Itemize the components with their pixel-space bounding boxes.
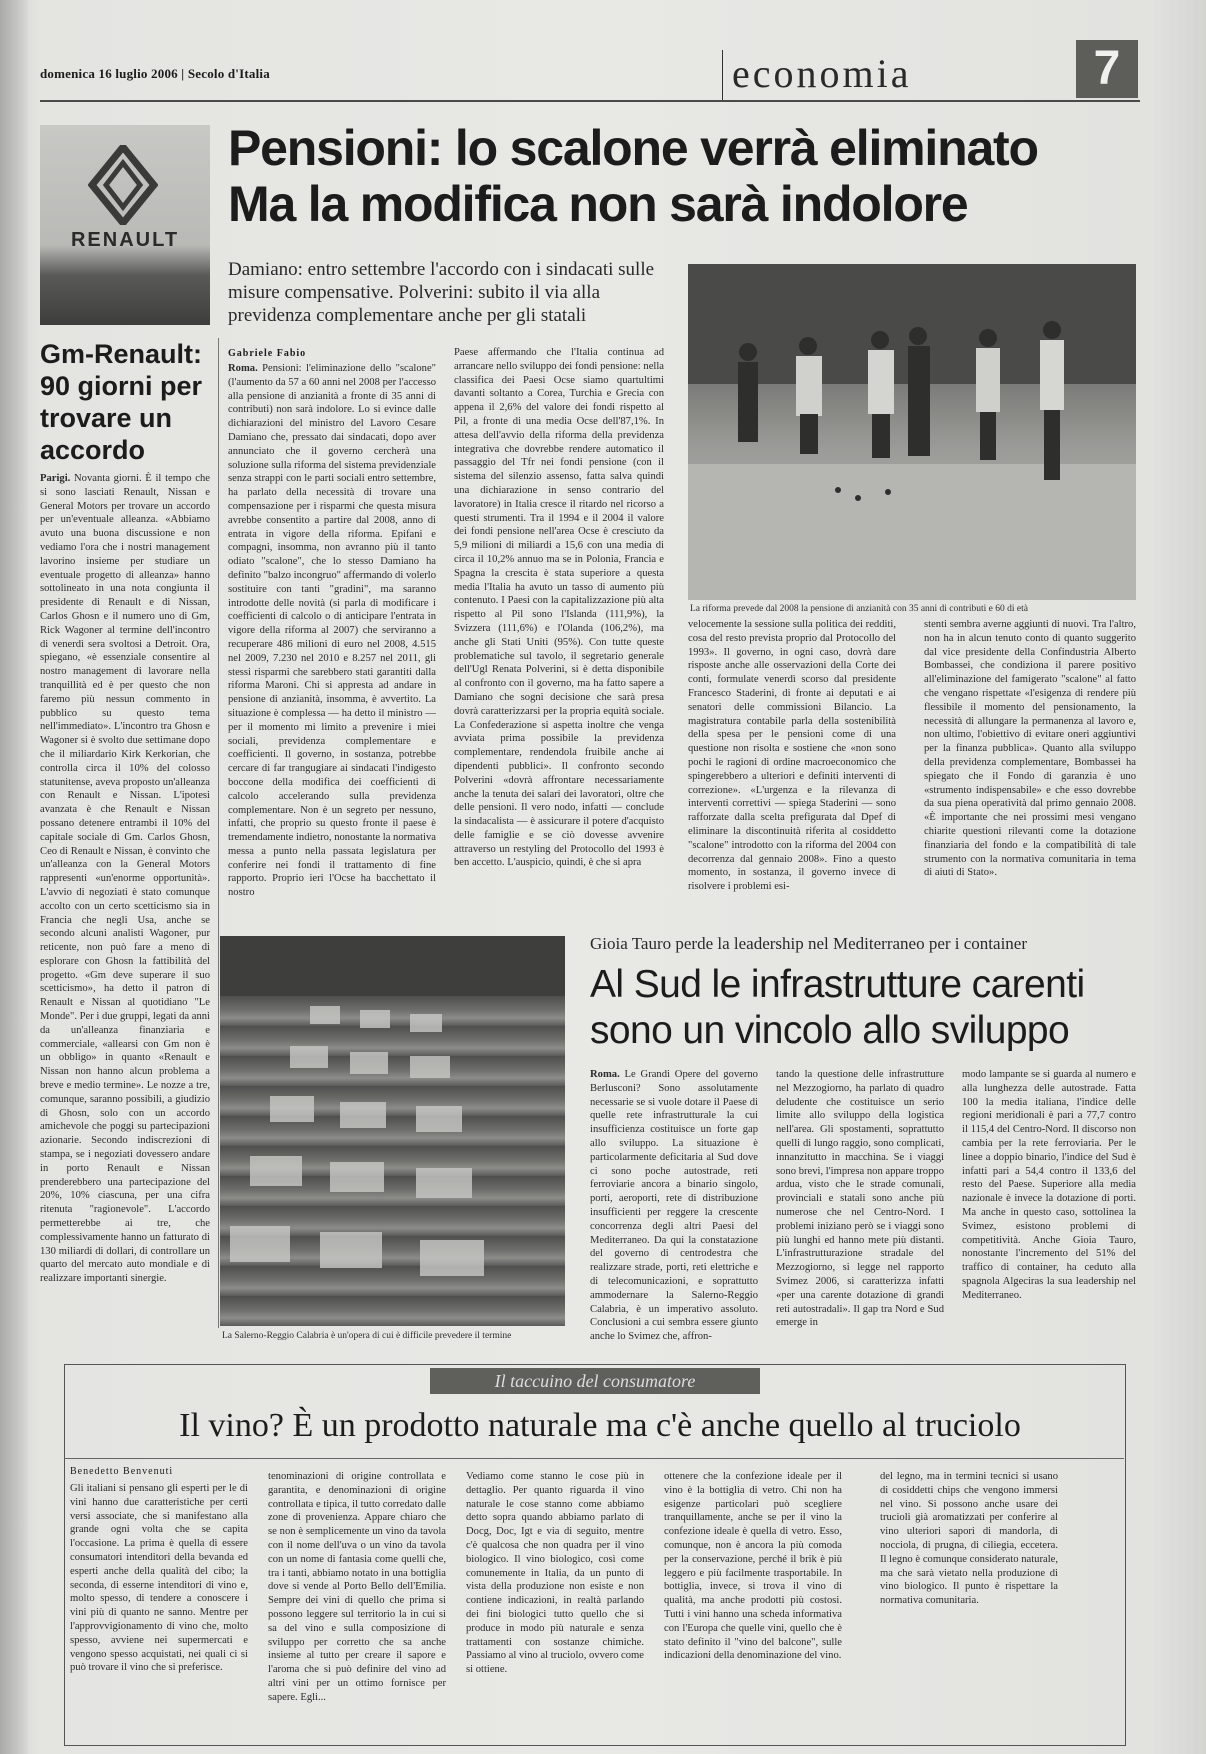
south-column-3: modo lampante se si guarda al numero e alla lunghezza delle autostrade. Fatta 100 la media italiana, l'indice delle regioni meridionali è pari a 77,7 contro il 115,4 del Centro-Nord. Il discorso non cambia per la rete ferroviaria. Per le linee a doppio binario, l'indice del Sud è infatti pari a 54,4 contro il 133,6 del resto del Paese. Superiore alla media nazionale è invece la dotazione di porti. Ma anche in questo caso, sottolinea la Svimez, esistono problemi di competitività. Anche Gioia Tauro, nonostante l'incremento del 51% del traffico di container, ha ceduto alla spagnola Algeciras la sua leadership nel Mediterraneo. — [962, 1069, 1136, 1301]
traffic-photo — [220, 936, 565, 1326]
consumer-tagline: Il taccuino del consumatore — [430, 1368, 760, 1394]
renault-photo — [40, 125, 210, 325]
section-name: economia — [732, 51, 912, 96]
header-rule — [40, 100, 1140, 102]
consumer-column-4: ottenere che la confezione ideale per il vino è la bottiglia di vetro. Chi non ha esigenze particolari può scegliere tranquillamente, anche se per il vino la confezione ideale è quella di vetro. Esso, comunque, non è ancora la più comoda per la conservazione, perché il brik è più leggero e più facilmente trasportabile. In bottiglia, invece, si trova il vino di qualità, ma anche prodotti più costosi. Tutti i vini hanno una scheda informativa con l'Europa che quelle vini, quello che è stato definito il "vino del balcone", sulle indicazioni della denominazione del vino. — [664, 1471, 842, 1662]
consumer-byline: Benedetto Benvenuti — [70, 1466, 174, 1477]
consumer-rule — [64, 1458, 1124, 1459]
side-article-body — [40, 472, 210, 1286]
main-column-2: Paese affermando che l'Italia continua ad arrancare nello sviluppo dei fondi pensione: nella classifica dei Paesi Ocse siamo quartultimi davanti soltanto a Corea, Turchia e Grecia con appena il 2,6% del valore dei fondi rispetto al Pil, a fronte di una media Ocse dell'87,1%. In attesa dell'avvio della riforma della previdenza integrativa che dovrebbe rendere automatico il passaggio del Tfr nei fondi pensione (con il sistema del silenzio assenso, fatta salva quindi una dichiarazione in senso contrario del lavoratore) in Italia cresce il ritardo nel ricorso a questi strumenti. Tra il 1994 e il 2004 il valore dei fondi pensione nell'area Ocse è cresciuto da 5,9 milioni di miliardi a 15,6 con una media di circa il 10,2% annuo ma se in Polonia, Francia e Spagna la crescita è stata superiore a questa media l'Italia ha avuto un tasso di aumento più contenuto. I Paesi con la capitalizzazione più alta rispetto al Pil sono l'Islanda (111,9%), la Svizzera (111,6%) e l'Olanda (106,2%), ma anche gli Stati Uniti (95%). Con tutte queste problematiche sul tavolo, il segretario generale dell'Ugl Renata Polverini, si è detta disponibile al confronto con il governo, ma ha fatto sapere a Damiano che sogni decisione che sarà presa dovrà caratterizzarsi per la propria equità sociale. La Confederazione si aspetta inoltre che venga avviata prima possibile la previdenza complementare, rendendola fruibile anche ai dipendenti pubblici». Il confronto secondo Polverini «dovrà affrontare necessariamente anche la tenuta dei salari dei lavoratori, oltre che delle pensioni. Il vero nodo, infatti — conclude la sindacalista — è assicurare il potere d'acquisto delle famiglie e se ciò dovesse avvenire attraverso un restyling del Protocollo del 1993 è ben accetto. L'auspicio, quindi, è che si apra — [454, 347, 664, 869]
south-column-1 — [590, 1068, 758, 1344]
page-fold-shadow — [0, 0, 28, 1754]
main-dateline: Roma. — [228, 363, 258, 374]
main-deck: Damiano: entro settembre l'accordo con i sindacati sulle misure compensative. Polverini: subito il via alla previdenza complementare anche per gli statali — [228, 259, 655, 326]
consumer-column-2: tenominazioni di origine controllata e garantita, e denominazioni di origine controllata e tipica, il tutto corredato dalle zone di provenienza. Appare chiaro che se non è semplicemente un vino da tavola con il nome dell'uva o un vino da tavola con un nome di fantasia come quelli che, tra i tanti, abbiamo notato in una bottiglia dove si vende al Porto Bello dell'Emilia. Sempre dei vini di quello che prima si possono leggere sul territorio la in cui si sa del vino e sulla composizione di sviluppo per corretto che sa anche insieme al tutto per creare il sapore e l'aroma che si può definire del vino ad altri vini per un ottimo fornisce per sapere. Egli... — [268, 1471, 446, 1703]
section-divider — [722, 50, 723, 100]
consumer-column-1: Gli italiani si pensano gli esperti per le di vini hanno due caratteristiche per certi versi associate, che si manifestano alla grande ogni volta che se capita l'occasione. La prima è quella di essere consumatori intenditori della bevanda ed esperti anche della qualità del cibo; la seconda, di esserne intenditori di vino e, molto spesso, di tendere a conoscere i vini più di quanto ne sanno. Mentre per l'approvvigionamento di vino che, molto spesso, avviene nei supermercati e vengono spesso acquistati, nei quali ci si può trovare il vino che si preferisce. — [70, 1483, 248, 1674]
main-column-1-text: Pensioni: l'eliminazione dello "scalone" (l'aumento da 57 a 60 anni nel 2008 per l'accesso alla pensione di anzianità a fronte di 35 anni di contributi) non sarà indolore. Lo si evince dalle dichiarazioni del ministro del Lavoro Cesare Damiano che, pressato dai sindacati, dopo aver annunciato che il governo cercherà una soluzione sulla riforma del sistema previdenziale senza strappi con le parti sociali entro settembre, ha parlato della necessità di trovare una compensazione per i risparmi che questa misura avrebbe consentito a partire dal 2008, anno di entrata in vigore della riforma. Epifani e compagni, insomma, non avranno più il tanto odiato "scalone", che lo stesso Damiano ha definito "balzo incongruo" affermando di volerlo sostituire con tanti "gradini", ma saranno introdotte delle novità (si parla di modificare i coefficienti di calcolo o di anticipare l'entrata in vigore della riforma al 2007) che serviranno a recuperare 486 milioni di euro nel 2008, 4.515 nel 2009, 7.230 nel 2010 e 8.257 nel 2011, gli stessi risparmi che sarebbero stati garantiti dalla riforma Maroni. Chi si appresta ad andare in pensione di anzianità, insomma, è avvertito. La situazione è complessa — ha detto il ministro — per il momento mi limito a prevenire i miei sociali, previdenza complementare e coefficienti. Il governo, in sostanza, potrebbe cercare di far trangugiare ai sindacati l'indigesto boccone della modifica dei coefficienti di calcolo accelerando sulla previdenza complementare. Non è un segreto per nessuno, infatti, che proprio su questo fronte il paese è tremendamente indietro, nonostante la normativa messa a punto nella passata legislatura per conferire nei fondi il trattamento di fine rapporto. Proprio ieri l'Ocse ha bacchettato il nostro — [228, 363, 436, 899]
traffic-photo-caption: La Salerno-Reggio Calabria è un'opera di cui è difficile prevedere il termine — [222, 1331, 512, 1341]
side-dateline: Parigi. — [40, 473, 71, 484]
main-headline-line-1: Pensioni: lo scalone verrà eliminato — [228, 120, 1038, 176]
renault-logo-icon — [88, 145, 158, 225]
page-number: 7 — [1076, 40, 1138, 98]
consumer-headline: Il vino? È un prodotto naturale ma c'è anche quello al truciolo — [179, 1407, 1021, 1444]
pensioners-photo-caption: La riforma prevede dal 2008 la pensione di anzianità con 35 anni di contributi e 60 di età — [690, 604, 1028, 614]
consumer-column-3: Vediamo come stanno le cose più in dettaglio. Per quanto riguarda il vino naturale le cose stanno come abbiamo detto sopra quando abbiamo parlato di Docg, Doc, Igt e via di seguito, mentre c'è qualcosa che non quadra per il vino biologico. Il vino biologico, così come comunemente in Italia, da un punto di vista della produzione non esiste e non contiene indicazioni, in realtà parlando dei fini biologici tutto quello che si produce in modo più naturale e senza trattamenti con sostanze chimiche. Passiamo al vino al truciolo, ovvero come si ottiene. — [466, 1471, 644, 1676]
south-kicker: Gioia Tauro perde la leadership nel Mediterraneo per i container — [590, 934, 1028, 953]
main-column-4: stenti sembra averne aggiunti di nuovi. Tra l'altro, non ha in alcun tenuto conto di quanto suggerito dal vice presidente della Confindustria Alberto Bombassei, che condiziona il parere positivo all'eliminazione del famigerato "scalone" al fatto che vengano rispettate «l'esigenza di rendere più flessibile il momento del pensionamento, la necessità di allungare la permanenza al lavoro e, non ultimo, l'obiettivo di evitare oneri aggiuntivi per la finanza pubblica». Quanto alla sviluppo della previdenza complementare, Bombassei ha spiegato che il Fondo di garanzia è uno «strumento indispensabile» e che esso dovrebbe da sua piena operatività dal primo gennaio 2008. «È importante che nei prossimi mesi vengano chiarite questioni rilevanti come la dotazione finanziaria del fondo e la compatibilità di tale strumento con la normativa comunitaria in tema di aiuti di Stato». — [924, 619, 1136, 879]
column-rule — [218, 338, 219, 1328]
side-article-text: Novanta giorni. È il tempo che si sono lasciati Renault, Nissan e General Motors per trovare un accordo per un'eventuale alleanza. «Abbiamo avuto una buona discussione e non vediamo l'ora che i nostri management lavorino insieme per studiare un eventuale progetto di alleanza» hanno sottolineato in una nota congiunta il presidente di Renault e di Nissan, Carlos Ghosn e il numero uno di Gm, Rick Wagoner al termine dell'incontro di venerdì sera svoltosi a Detroit. Ora, spiegano, «è essenziale consentire al nostro management di lavorare nella tranquillità ed è per questo che non faremo più nessun commento in pubblico su questo tema nell'immediato». L'incontro tra Ghosn e Wagoner si è svolto due settimane dopo che il miliardario Kirk Kerkorian, che controlla circa il 10% del colosso statunitense, aveva proposto un'alleanza con Renault e Nissan. L'ipotesi avanzata è che Renault e Nissan possano detenere entrambi il 10% del capitale sociale di Gm. Carlos Ghosn, Ceo di Renault e Nissan, è convinto che un'alleanza con la General Motors rappresenti «un'enorme opportunità». L'avvio di negoziati è stato comunque accolto con un certo scetticismo sia in Francia che negli Usa, anche se secondo alcuni analisti Wagoner, pur reticente, non può fare a meno di esplorare con Ghosn la fattibilità del progetto. «Gm deve superare il suo scetticismo», ha detto il patron di Renault e Nissan al quotidiano "Le Monde". Per i due gruppi, legati da anni da un'alleanza finanziaria e commerciale, «allearsi con Gm non è un obbligo» in quanto «Renault e Nissan non hanno alcun problema a breve e medio termine». Le nozze a tre, comunque, saranno possibili, a giudizio di Ghosn, solo con un accordo amichevole che poggi su partecipazioni azionarie. Secondo indiscrezioni di stampa, se i negoziati dovessero andare in porto Renault e Nissan prenderebbero una partecipazione del 20%, 10% ciascuna, per una cifra ritenuta "ragionevole". L'accordo permetterebbe ai tre, che complessivamente hanno un fatturato di 130 miliardi di dollari, di controllare un quarto del mercato auto mondiale e di realizzare importanti sinergie. — [40, 473, 210, 1285]
consumer-column-5: del legno, ma in termini tecnici si usano di cosiddetti chips che vengono immersi nel vino. Si possono anche usare dei trucioli già aromatizzati per conferire al vino ulteriori sapori di mandorla, di nocciola, di prugna, di ciliegia, eccetera. Il legno è comunque considerato naturale, ma che sarà vietato nella produzione di vino biologico. Il punto è rispettare la normativa comunitaria. — [880, 1471, 1058, 1607]
south-headline: Al Sud le infrastrutture carenti sono un vincolo allo sviluppo — [590, 963, 1085, 1052]
main-headline-line-2: Ma la modifica non sarà indolore — [228, 176, 968, 232]
main-column-1 — [228, 362, 436, 900]
traffic-jam-cars — [220, 936, 565, 1326]
main-column-3: velocemente la sessione sulla politica dei redditi, cosa del resto prevista proprio dal Protocollo del 1993». Il governo, in ogni caso, dovrà dare risposte anche alle osservazioni della Corte dei conti, formulate venerdì scorso dal presidente Francesco Staderini, di fronte ai deputati e ai senatori delle commissioni Bilancio. La magistratura contabile parla della sostenibilità della spesa per le pensioni come di una questione non risolta e sostiene che «non sono pochi le ragioni di ordine macroeconomico che spingerebbero a ulteriori e definiti interventi di correzione». «L'urgenza e la rilevanza di interventi correttivi — spiega Staderini — sono rafforzate dalla scelta prefigurata dal Dpef di eliminare la discontinuità riferita al cosiddetto "scalone" introdotto con la riforma del 2004 con decorrenza dal gennaio 2008». Fino a questo momento, in sostanza, il governo invece di risolvere i problemi esi- — [688, 619, 896, 893]
pensioners-figures — [688, 264, 1136, 600]
south-dateline: Roma. — [590, 1069, 620, 1080]
south-column-2: tando la questione delle infrastrutture nel Mezzogiorno, ha parlato di quadro deludente che costituisce un serio limite allo sviluppo della logistica nell'area. Gli spostamenti, soprattutto quelli di lungo raggio, sono complicati, innanzitutto in macchina. Se i viaggi sono brevi, l'impresa non appare troppo ardua, visto che le strade comunali, provinciali e statali sono anche più numerose che nel Centro-Nord. I problemi iniziano però se i viaggi sono più lunghi ed hanno mete più distanti. L'infrastrutturazione stradale del Mezzogiorno, si legge nel rapporto Svimez 2006, si caratterizza infatti «per una carente dotazione di grandi reti autostradali». Il gap tra Nord e Sud emerge in — [776, 1069, 944, 1329]
folio: domenica 16 luglio 2006 | Secolo d'Italia — [40, 66, 270, 81]
side-headline: Gm-Renault: 90 giorni per trovare un accordo — [40, 339, 203, 465]
renault-photo-brand: RENAULT — [70, 229, 180, 251]
main-headline — [228, 120, 1128, 232]
main-byline: Gabriele Fabio — [228, 348, 307, 359]
south-column-1-text: Le Grandi Opere del governo Berlusconi? Sono assolutamente necessarie se si vuole dotare il Paese di quelle rete infrastrutturale la cui insufficienza costituisce un forte gap allo sviluppo. La situazione è particolarmente deficitaria al Sud dove ci sono poche autostrade, reti ferroviarie ancora a binario singolo, porti, aeroporti, rete di distribuzione insufficienti per reggere la crescente concorrenza degli altri Paesi del Mediterraneo. Da qui la constatazione del governo di centrodestra che realizzare strade, porti, reti elettriche e di telecomunicazioni, e soprattutto ammodernare la Salerno-Reggio Calabria, è un imperativo assoluto. Conclusioni a cui sembra essere giunto anche lo Svimez che, affron- — [590, 1069, 758, 1343]
pensioners-photo — [688, 264, 1136, 600]
